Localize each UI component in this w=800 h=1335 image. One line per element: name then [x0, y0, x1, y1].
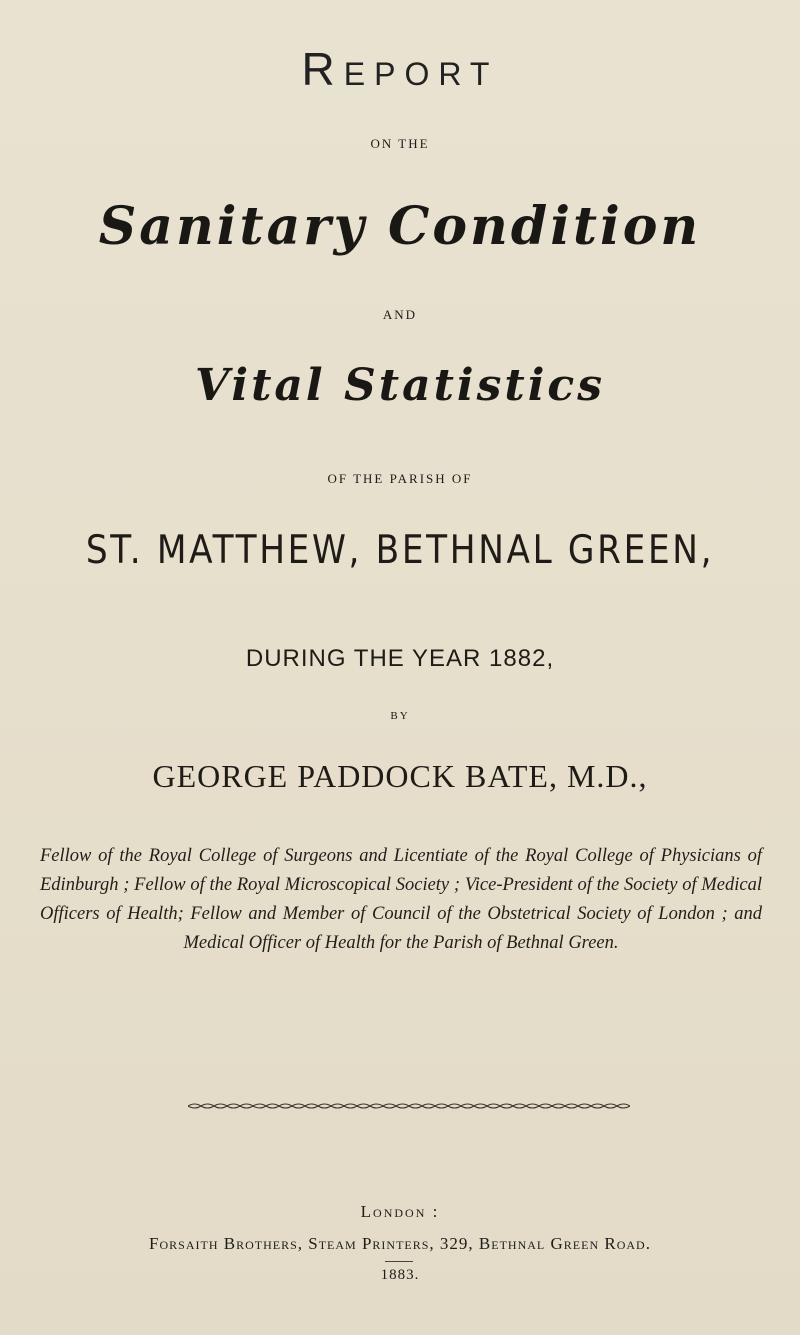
on-the-label: ON THE: [370, 136, 430, 151]
parish-name: ST. MATTHEW, BETHNAL GREEN,: [85, 528, 715, 573]
imprint-city: London :: [360, 1202, 440, 1221]
ornamental-divider: [188, 1099, 630, 1113]
imprint-rule: [385, 1261, 413, 1262]
vital-statistics-heading: Vital Statistics: [195, 360, 605, 411]
parish-of-label: OF THE PARISH OF: [327, 471, 473, 486]
by-label: BY: [390, 710, 410, 722]
report-heading: Report: [301, 43, 499, 95]
author-name: GEORGE PADDOCK BATE, M.D.,: [152, 758, 648, 794]
sanitary-condition-heading: Sanitary Condition: [98, 196, 702, 257]
author-credentials: Fellow of the Royal College of Surgeons and Licentiate of the Royal College of Physicians of Edinburgh ; Fellow of the Royal Microscopical Society ; Vice-President of the Society of Medical Officers of Health; Fellow and Member of Council of the Obstetrical Society of London ; and Medical Officer of Health for the Parish of Bethnal Green.: [40, 846, 762, 953]
imprint-printer: Forsaith Brothers, Steam Printers, 329, Bethnal Green Road.: [149, 1234, 651, 1253]
report-year: DURING THE YEAR 1882,: [245, 645, 555, 672]
imprint-year: 1883.: [380, 1267, 420, 1283]
and-label: AND: [382, 307, 418, 322]
